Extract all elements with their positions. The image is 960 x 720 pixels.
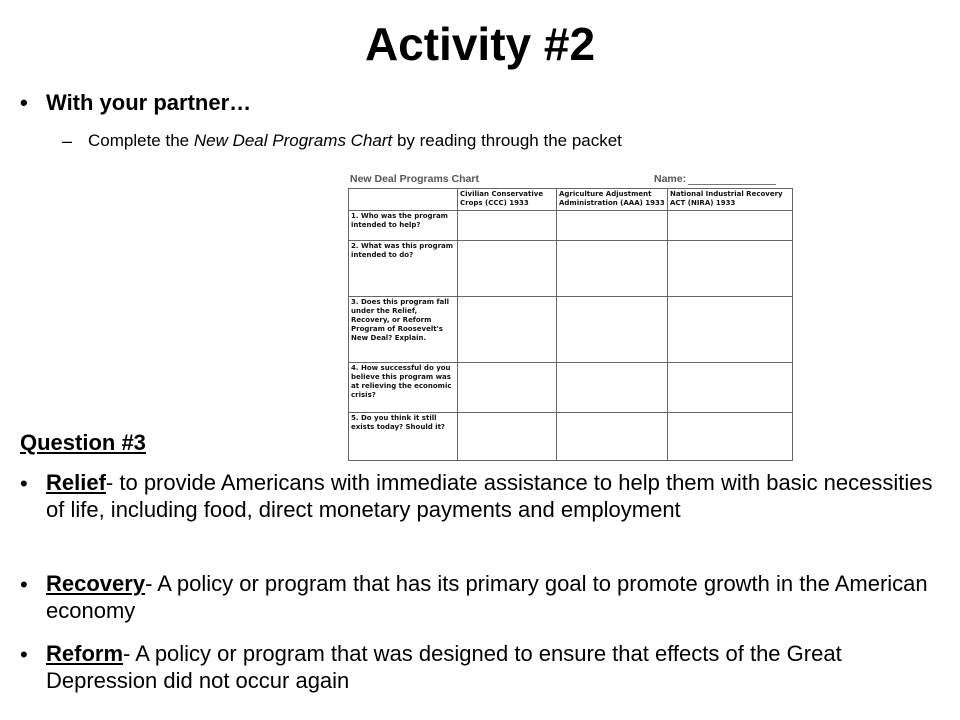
- table-cell: [458, 297, 557, 363]
- chart-image-header: [348, 170, 778, 190]
- sub-bullet-suffix: by reading through the packet: [392, 131, 622, 150]
- table-cell: [458, 241, 557, 297]
- bullet-with-partner: [20, 88, 251, 118]
- bullet-dot-icon: •: [20, 471, 28, 496]
- table-cell: [557, 211, 668, 241]
- chart-image-name-label: Name:: [654, 173, 687, 185]
- table-cell: [668, 363, 793, 413]
- table-column-header: Agriculture Adjustment Administration (AAA) 1933: [557, 189, 668, 211]
- table-row: [349, 297, 793, 363]
- table-row-header: 5. Do you think it still exists today? Should it?: [349, 413, 458, 461]
- definition-body: - A policy or program that was designed to ensure that effects of the Great Depression did not occur again: [46, 641, 842, 693]
- sub-bullet-text: [88, 128, 622, 154]
- definition-term: Relief: [46, 470, 106, 495]
- sub-bullet-complete-chart: [62, 128, 622, 154]
- chart-image-heading: New Deal Programs Chart: [350, 173, 479, 185]
- definition-term: Recovery: [46, 571, 146, 596]
- definition-body: - A policy or program that has its primary goal to promote growth in the American economy: [46, 571, 928, 623]
- table-cell: [668, 413, 793, 461]
- table-row: [349, 241, 793, 297]
- table-cell: [458, 413, 557, 461]
- table-cell: [557, 413, 668, 461]
- table-row: [349, 189, 793, 211]
- table-cell: [668, 211, 793, 241]
- table-cell: [557, 363, 668, 413]
- slide-title: Activity #2: [364, 18, 596, 70]
- definition-text: [46, 640, 950, 694]
- table-row-header: 1. Who was the program intended to help?: [349, 211, 458, 241]
- table-cell: [458, 363, 557, 413]
- definition-term: Reform: [46, 641, 124, 666]
- table-cell: [458, 211, 557, 241]
- bullet-dot-icon: •: [20, 572, 28, 597]
- definition-text: [46, 469, 950, 523]
- table-cell: [557, 297, 668, 363]
- table-row-header: 2. What was this program intended to do?: [349, 241, 458, 297]
- sub-bullet-prefix: Complete the: [88, 131, 194, 150]
- definition-reform: [20, 640, 950, 694]
- table-row: [349, 413, 793, 461]
- table-row-header: 3. Does this program fall under the Relief, Recovery, or Reform Program of Roosevelt's New Deal? Explain.: [349, 297, 458, 363]
- table-column-header: National Industrial Recovery ACT (NIRA) 1933: [668, 189, 793, 211]
- question-heading: Question #3: [20, 430, 146, 455]
- table-column-header: Civilian Conservative Crops (CCC) 1933: [458, 189, 557, 211]
- new-deal-chart-image: [348, 170, 783, 460]
- definition-relief: [20, 469, 950, 523]
- table-row: [349, 211, 793, 241]
- table-row: [349, 363, 793, 413]
- table-row-header: 4. How successful do you believe this program was at relieving the economic crisis?: [349, 363, 458, 413]
- dash-icon: –: [62, 131, 73, 151]
- name-underline: [688, 184, 776, 185]
- bullet-dot-icon: •: [20, 90, 28, 115]
- bullet-text: With your partner…: [46, 90, 252, 115]
- table-cell: [668, 241, 793, 297]
- table-cell: [668, 297, 793, 363]
- bullet-dot-icon: •: [20, 642, 28, 667]
- table-cell: [349, 189, 458, 211]
- definition-text: [46, 570, 950, 624]
- definition-body: - to provide Americans with immediate assistance to help them with basic necessities of life, including food, direct monetary payments and employment: [46, 470, 933, 522]
- definition-recovery: [20, 570, 950, 624]
- table-cell: [557, 241, 668, 297]
- sub-bullet-emphasis: New Deal Programs Chart: [193, 131, 393, 150]
- chart-image-table: [348, 188, 793, 461]
